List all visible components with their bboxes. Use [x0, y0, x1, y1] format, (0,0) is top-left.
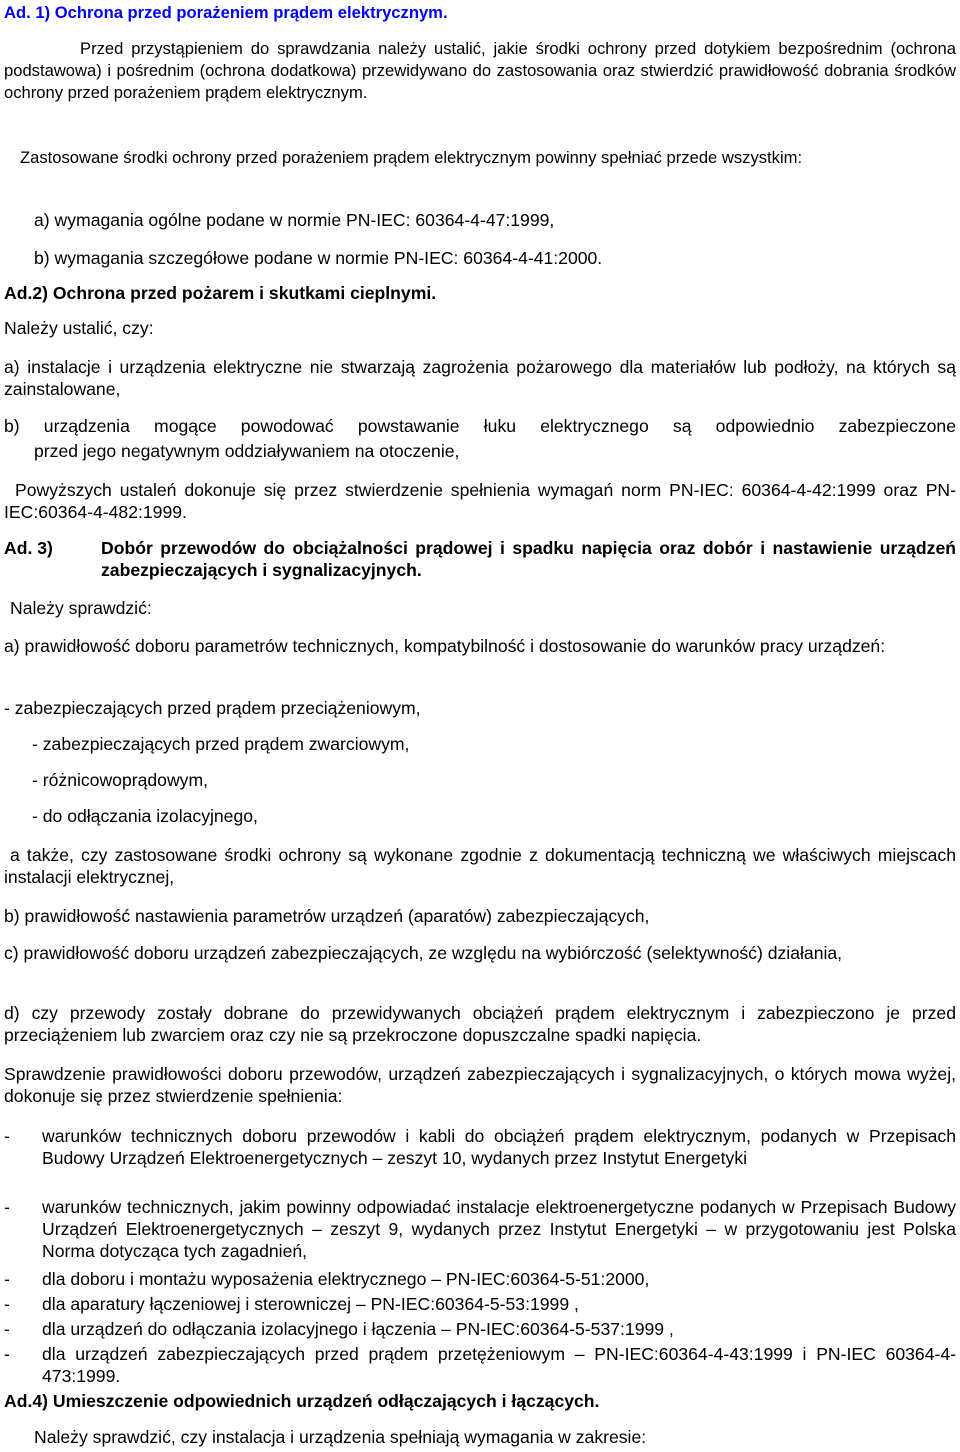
- section-3-item-d: d) czy przewody zostały dobrane do przewidywanych obciążeń prądem elektrycznym i zabezpieczono je przed przeciążeniem lub zwarciem oraz czy nie są przekroczone dopuszczalne spadki napięcia.: [4, 1003, 956, 1045]
- section-3-item-c: c) prawidłowość doboru urządzeń zabezpieczających, ze względu na wybiórczość (selektywność) działania,: [4, 943, 843, 963]
- section-3-item-a: a) prawidłowość doboru parametrów technicznych, kompatybilność i dostosowanie do warunków pracy urządzeń:: [4, 636, 886, 656]
- section-1-heading: [4, 2, 448, 24]
- section-3-heading-text: Dobór przewodów do obciążalności prądowej i spadku napięcia oraz dobór i nastawienie urządzeń zabezpieczających i sygnalizacyjnych.: [101, 538, 956, 580]
- section-3-label: Ad. 3): [4, 538, 53, 558]
- section-4-heading: Ad.4) Umieszczenie odpowiednich urządzeń odłączających i łączących.: [4, 1391, 600, 1411]
- bullet-text: warunków technicznych doboru przewodów i kabli do obciążeń prądem elektrycznym, podanych w Przepisach Budowy Urządzeń Elektroenergetycznych – zeszyt 10, wydanych przez Instytut Energetyki: [42, 1126, 956, 1168]
- section-1-paragraph-1: Przed przystąpieniem do sprawdzania należy ustalić, jakie środki ochrony przed dotykiem bezpośrednim (ochrona podstawowa) i pośrednim (ochrona dodatkowa) przewidywano do zastosowania oraz stwierdzić prawidłowość dobrania środków ochrony przed porażeniem prądem elektrycznym.: [4, 39, 956, 102]
- section-2-item-b-line-2: przed jego negatywnym oddziaływaniem na otoczenie,: [34, 441, 460, 461]
- section-1-item-a: a) wymagania ogólne podane w normie PN-IEC: 60364-4-47:1999,: [34, 210, 555, 230]
- section-2-intro: Należy ustalić, czy:: [4, 318, 154, 338]
- section-3-dash-1: - zabezpieczających przed prądem przeciążeniowym,: [4, 698, 421, 718]
- section-1-paragraph-2: Zastosowane środki ochrony przed porażeniem prądem elektrycznym powinny spełniać przede wszystkim:: [20, 148, 803, 167]
- section-1-heading-text: Ad. 1) Ochrona przed porażeniem prądem elektrycznym.: [4, 3, 448, 22]
- section-3-also-paragraph: a także, czy zastosowane środki ochrony są wykonane zgodnie z dokumentacją techniczną we właściwych miejscach instalacji elektrycznej,: [4, 845, 956, 887]
- bullet-text: dla doboru i montażu wyposażenia elektrycznego – PN-IEC:60364-5-51:2000,: [42, 1269, 650, 1289]
- section-2-paragraph: Powyższych ustaleń dokonuje się przez stwierdzenie spełnienia wymagań norm PN-IEC: 60364-4-42:1999 oraz PN-IEC:60364-4-482:1999.: [4, 480, 956, 522]
- bullet-dash: -: [4, 1126, 10, 1146]
- section-2-item-a: a) instalacje i urządzenia elektryczne nie stwarzają zagrożenia pożarowego dla materiałów lub podłoży, na których są zainstalowane,: [4, 357, 956, 399]
- section-2-item-b-line-1: b) urządzenia mogące powodować powstawanie łuku elektrycznego są odpowiednio zabezpieczone: [4, 416, 956, 436]
- bullet-dash: -: [4, 1197, 10, 1217]
- section-1-item-b: b) wymagania szczegółowe podane w normie PN-IEC: 60364-4-41:2000.: [34, 248, 603, 268]
- bullet-dash: -: [4, 1269, 10, 1289]
- bullet-text: warunków technicznych, jakim powinny odpowiadać instalacje elektroenergetyczne podanych w Przepisach Budowy Urządzeń Elektroenergetycznych – zeszyt 9, wydanych przez Instytut Energetyki – w przygotowaniu jest Polska Norma dotycząca tych zagadnień,: [42, 1197, 956, 1261]
- section-3-intro: Należy sprawdzić:: [10, 598, 152, 618]
- section-3-paragraph: Sprawdzenie prawidłowości doboru przewodów, urządzeń zabezpieczających i sygnalizacyjnych, o których mowa wyżej, dokonuje się przez stwierdzenie spełnienia:: [4, 1064, 956, 1106]
- bullet-text: dla urządzeń zabezpieczających przed prądem przetężeniowym – PN-IEC:60364-4-43:1999 i PN-IEC 60364-4-473:1999.: [42, 1344, 956, 1386]
- section-3-dash-4: - do odłączania izolacyjnego,: [32, 806, 258, 826]
- bullet-dash: -: [4, 1319, 10, 1339]
- bullet-text: dla urządzeń do odłączania izolacyjnego i łączenia – PN-IEC:60364-5-537:1999 ,: [42, 1319, 674, 1339]
- section-4-paragraph: Należy sprawdzić, czy instalacja i urządzenia spełniają wymagania w zakresie:: [34, 1427, 647, 1447]
- bullet-text: dla aparatury łączeniowej i sterowniczej – PN-IEC:60364-5-53:1999 ,: [42, 1294, 579, 1314]
- section-2-heading: Ad.2) Ochrona przed pożarem i skutkami cieplnymi.: [4, 283, 437, 303]
- section-3-item-b: b) prawidłowość nastawienia parametrów urządzeń (aparatów) zabezpieczających,: [4, 906, 650, 926]
- section-3-dash-2: - zabezpieczających przed prądem zwarciowym,: [32, 734, 410, 754]
- bullet-dash: -: [4, 1344, 10, 1364]
- section-3-dash-3: - różnicowoprądowym,: [32, 770, 208, 790]
- bullet-dash: -: [4, 1294, 10, 1314]
